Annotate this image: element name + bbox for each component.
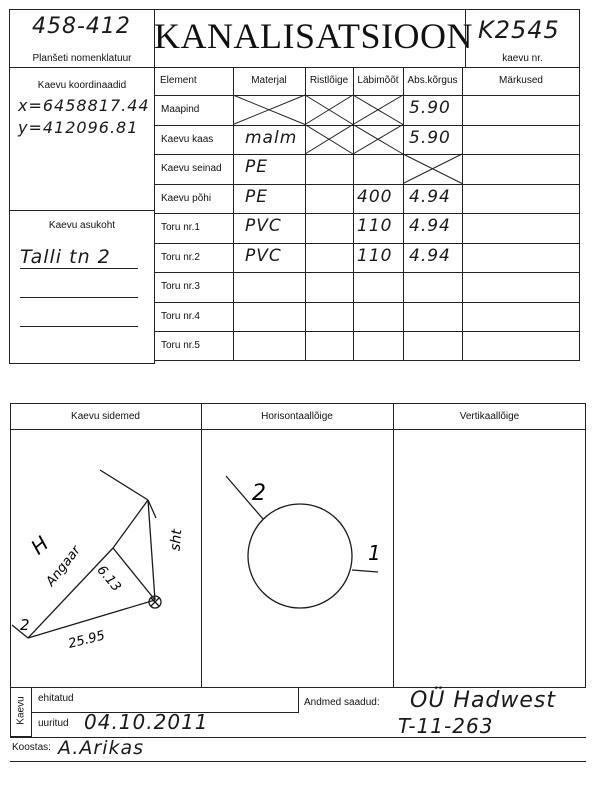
data-code: T-11-263 [398, 714, 494, 738]
footer-divider [298, 687, 299, 713]
table-row-material: malm [245, 127, 298, 148]
tie-distance-1: 6.13 [93, 562, 124, 595]
table-header-cell: Märkused [499, 75, 543, 86]
table-row-element: Kaevu põhi [161, 192, 212, 204]
table-row-element: Toru nr.4 [161, 310, 200, 322]
table-row-height: 5.90 [409, 98, 451, 118]
table-row-material: PE [245, 186, 268, 207]
pipe-2-label: 2 [252, 481, 266, 506]
house-label: H [26, 531, 54, 560]
table-row-element: Maapind [161, 104, 200, 115]
sheet-number: 458-412 [32, 14, 131, 39]
horizontal-title: Horisontaallõige [261, 411, 333, 422]
built-label: ehitatud [38, 693, 74, 704]
surveyed-label: uuritud [38, 718, 69, 729]
table-row-height: 4.94 [409, 245, 451, 266]
house-name: Angaar [43, 543, 84, 590]
coordinates-label: Kaevu koordinaadid [37, 80, 127, 91]
table-row-element: Toru nr.3 [161, 281, 200, 292]
sheet-label: Planšeti nomenklatuur [32, 53, 132, 64]
vertical-title: Vertikaallõige [459, 411, 520, 422]
table-row-diameter: 110 [357, 216, 393, 236]
table-row-diameter: 110 [357, 245, 393, 266]
table-row-diameter: 400 [357, 186, 393, 207]
table-header-cell: Läbimõõt [357, 75, 399, 86]
table-row-height: 5.90 [409, 127, 451, 148]
side-label: sht [167, 528, 186, 552]
table-row-material: PVC [245, 245, 282, 266]
table-row-element: Kaevu kaas [161, 133, 214, 145]
location-value: Talli tn 2 [20, 246, 111, 268]
ties-title: Kaevu sidemed [71, 411, 140, 422]
table-header-cell: Abs.kõrgus [407, 75, 458, 86]
surveyed-value: 04.10.2011 [84, 710, 209, 734]
table-row-height: 4.94 [409, 216, 451, 236]
page-title: KANALISATSIOON [154, 16, 473, 56]
well-number: K2545 [478, 16, 560, 44]
tie-distance-2: 25.95 [66, 628, 107, 652]
table-row-element: Toru nr.1 [161, 222, 200, 233]
coordinate-y: y=412096.81 [18, 118, 139, 137]
table-row-material: PE [245, 157, 268, 177]
kaevu-label: Kaevu [15, 696, 27, 725]
table-row-material: PVC [245, 216, 282, 236]
footer-line-3 [10, 761, 586, 762]
well-number-label: kaevu nr. [502, 53, 543, 64]
compiled-value: A.Arikas [58, 737, 145, 759]
data-label: Andmed saadud: [304, 697, 380, 708]
table-row-element: Toru nr.5 [161, 340, 200, 351]
table-header-cell: Element [160, 75, 197, 86]
table-row-element: Kaevu seinad [161, 163, 222, 174]
table-header-cell: Materjal [251, 75, 287, 86]
table-row-element: Toru nr.2 [161, 251, 200, 263]
coordinate-x: x=6458817.44 [18, 96, 150, 115]
table-header-cell: Ristlõige [309, 75, 349, 86]
pipe-1-label: 1 [368, 541, 381, 565]
data-company: OÜ Hadwest [410, 688, 557, 713]
location-label: Kaevu asukoht [48, 220, 116, 231]
corner-label: 2 [20, 616, 30, 634]
compiled-label: Koostas: [12, 742, 51, 753]
table-row-height: 4.94 [409, 186, 451, 207]
